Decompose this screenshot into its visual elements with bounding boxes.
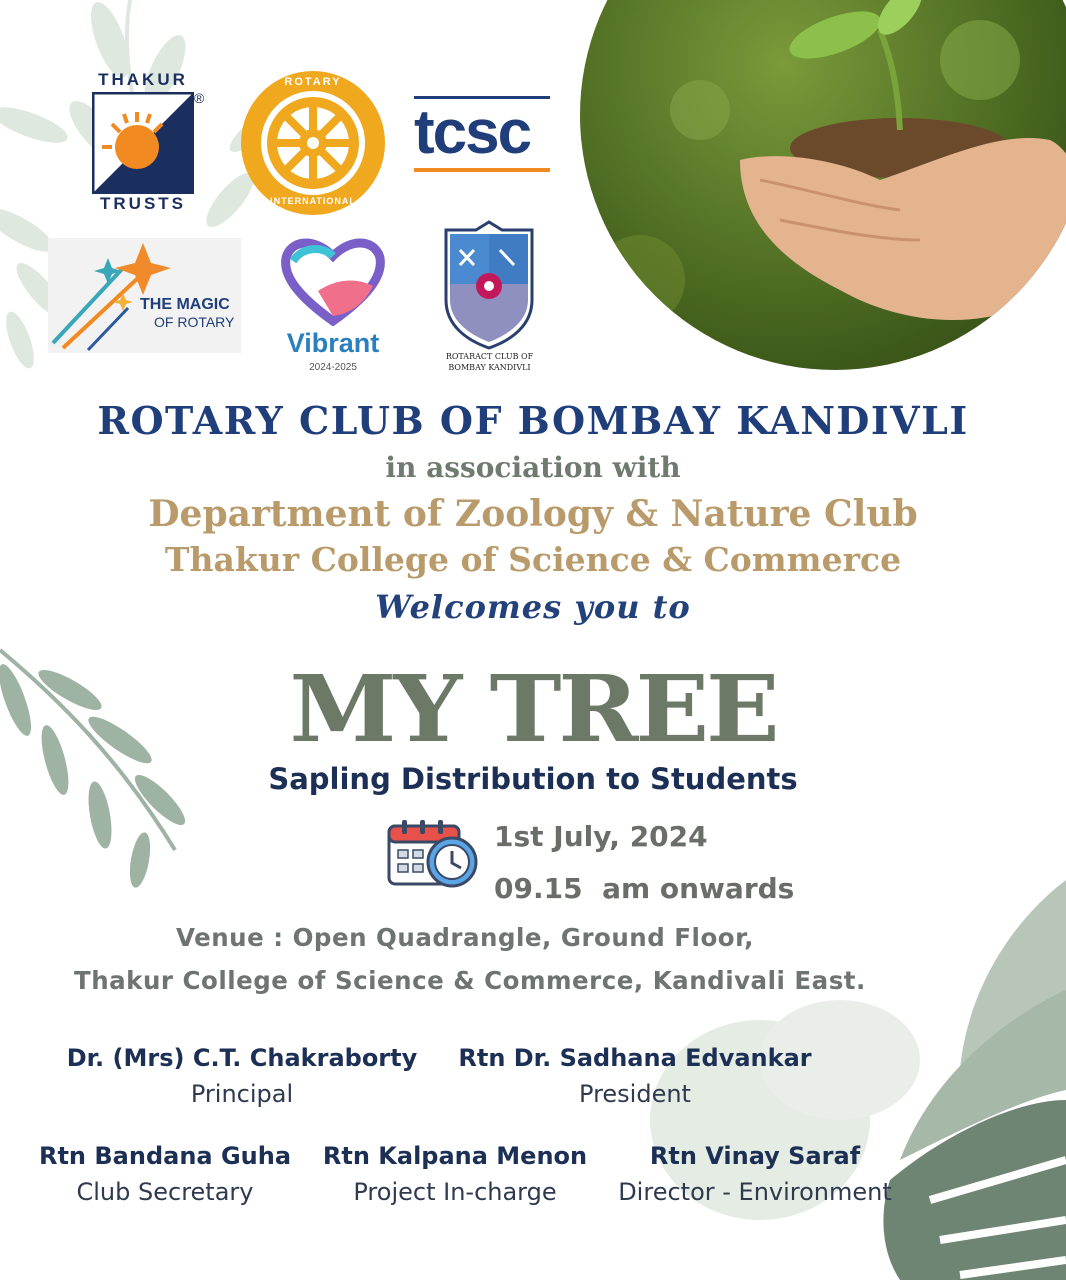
magic-line1-text: THE MAGIC xyxy=(140,296,230,313)
vibrant-logo xyxy=(268,236,398,376)
vibrant-year-text: 2024-2025 xyxy=(309,362,357,373)
tcsc-text: tcsc xyxy=(414,98,531,167)
person-name-principal: Dr. (Mrs) C.T. Chakraborty xyxy=(66,1044,418,1072)
calendar-clock-icon xyxy=(386,818,480,890)
rotaract-line1-text: ROTARACT CLUB OF xyxy=(445,352,534,361)
heart-hands-icon xyxy=(278,236,388,326)
venue-line-2: Thakur College of Science & Commerce, Kandivali East. xyxy=(74,966,866,995)
person-role-principal: Principal xyxy=(190,1080,294,1108)
rotary-logo-bottom-text: INTERNATIONAL xyxy=(270,196,356,206)
person-role-director: Director - Environment xyxy=(618,1178,892,1206)
person-role-president: President xyxy=(579,1080,691,1108)
rotary-international-logo xyxy=(238,68,388,218)
registered-mark: ® xyxy=(194,90,205,106)
sun-emblem-icon xyxy=(92,92,194,194)
thakur-logo-top-text: THAKUR xyxy=(98,70,188,89)
welcome-text: Welcomes you to xyxy=(375,588,691,626)
tcsc-logo xyxy=(414,96,554,176)
venue-line-1: Venue : Open Quadrangle, Ground Floor, xyxy=(176,923,754,952)
person-name-project-incharge: Rtn Kalpana Menon xyxy=(322,1142,588,1170)
rotaract-shield-icon xyxy=(442,220,537,350)
magic-line2-text: OF ROTARY xyxy=(154,314,235,330)
rotaract-line2-text: BOMBAY KANDIVLI xyxy=(448,363,531,372)
rotaract-club-logo xyxy=(432,220,547,380)
magic-of-rotary-logo xyxy=(48,238,241,353)
person-name-secretary: Rtn Bandana Guha xyxy=(38,1142,292,1170)
person-role-project-incharge: Project In-charge xyxy=(353,1178,557,1206)
thakur-logo-bottom-text: TRUSTS xyxy=(100,194,186,213)
person-name-director: Rtn Vinay Saraf xyxy=(649,1142,861,1170)
event-date: 1st July, 2024 xyxy=(494,820,708,853)
vibrant-text: Vibrant xyxy=(286,328,380,358)
person-role-secretary: Club Secretary xyxy=(76,1178,254,1206)
club-name-heading: ROTARY CLUB OF BOMBAY KANDIVLI xyxy=(97,398,969,443)
event-title: MY TREE xyxy=(289,655,777,763)
college-heading: Thakur College of Science & Commerce xyxy=(164,540,902,579)
event-time: 09.15 am onwards xyxy=(494,872,795,905)
thakur-trusts-logo xyxy=(88,70,218,215)
rotary-logo-top-text: ROTARY xyxy=(284,76,342,88)
department-heading: Department of Zoology & Nature Club xyxy=(148,493,918,535)
person-name-president: Rtn Dr. Sadhana Edvankar xyxy=(458,1044,812,1072)
association-text: in association with xyxy=(385,451,681,484)
event-subtitle: Sapling Distribution to Students xyxy=(268,762,798,796)
